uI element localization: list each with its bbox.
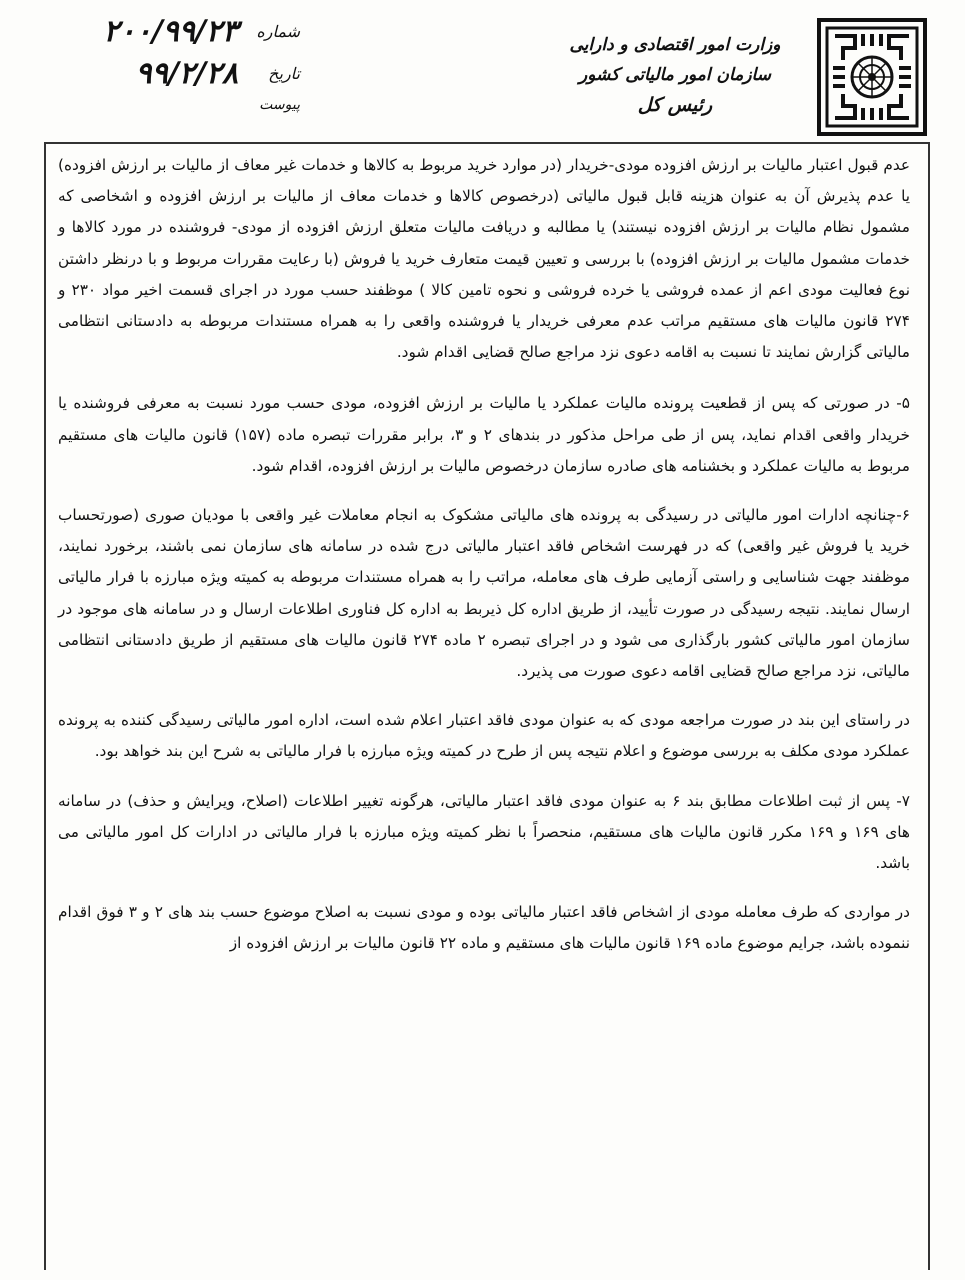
irs-emblem-icon bbox=[817, 18, 927, 136]
letter-body bbox=[58, 150, 910, 978]
number-value: ۲۰۰/۹۹/۲۳ bbox=[103, 13, 238, 49]
date-row bbox=[60, 52, 300, 94]
ministry-name: وزارت امور اقتصادی و دارایی bbox=[569, 35, 781, 55]
paragraph-clause-5: ۵- در صورتی که پس از قطعیت پرونده مالیات عملکرد یا مالیات بر ارزش افزوده، مودی حسب مورد نسبت به معرفی فروشنده یا خریدار واقعی اقدام نماید، پس از طی مراحل مذکور در بندهای ۲ و ۳، برابر مقررات تبصره ماده (۱۵۷) قانون مالیات های مستقیم مربوط به مالیات عملکرد و بخشنامه های صادره سازمان درخصوص مالیات بر ارزش افزوده، اقدام شود. bbox=[58, 394, 910, 475]
paragraph-1: عدم قبول اعتبار مالیات بر ارزش افزوده مودی-خریدار (در موارد خرید مربوط به کالاها و خدمات غیر معاف از مالیات بر ارزش افزوده) یا عدم پذیرش آن به عنوان هزینه قابل قبول مالیاتی (درخصوص کالاها و خدمات معاف از مالیات بر ارزش افزوده و اشخاصی که مشمول نظام مالیات بر ارزش افزوده نیستند) یا مطالبه و دریافت مالیات متعلق ارزش افزوده از مودی- فروشنده در مورد کالاها و خدمات مشمول مالیات بر ارزش افزوده) با بررسی و تعیین قیمت متعارف خرید یا فروش (با رعایت مقررات مربوط و با درنظر داشتن نوع فعالیت مودی اعم از عمده فروشی یا خرده فروشی و نحوه تامین کالا ) موظفند حسب مورد در اجرای قسمت اخیر مواد ۲۳۰ و ۲۷۴ قانون مالیات های مستقیم مراتب عدم معرفی خریدار یا فروشنده واقعی را به همراه مستندات مربوطه به دادستانی انتظامی مالیاتی گزارش نمایند تا نسبت به اقامه دعوی نزد مراجع صالح قضایی اقدام شود. bbox=[58, 156, 911, 362]
ministry-header bbox=[545, 30, 805, 120]
paragraph-clause-6: ۶-چنانچه ادارات امور مالیاتی در رسیدگی به پرونده های مالیاتی مشکوک به انجام معاملات غیر واقعی با مودیان صوری (صورتحساب خرید یا فروش غیر واقعی) که در فهرست اشخاص فاقد اعتبار مالیاتی درج شده در سامانه های سازمان نمی باشند، برخورد نمایند، موظفند جهت شناسایی و راستی آزمایی طرف های معامله، مراتب را به همراه مستندات مربوطه به کمیته ویژه مبارزه با فرار مالیاتی ارسال نمایند. نتیجه رسیدگی در صورت تأیید، از طریق اداره کل ذیربط به اداره کل فناوری اطلاعات ارسال و در سامانه های موجود در سازمان امور مالیاتی کشور بارگذاری می شود و در اجرای تبصره ۲ ماده ۲۷۴ قانون مالیات های مستقیم از طریق دادستانی انتظامی مالیاتی، نزد مراجع صالح قضایی اقامه دعوی صورت می پذیرد. bbox=[58, 506, 910, 681]
paragraph-clause-7: ۷- پس از ثبت اطلاعات مطابق بند ۶ به عنوان مودی فاقد اعتبار مالیاتی، هرگونه تغییر اطلاعات (اصلاح، ویرایش و حذف) در سامانه های ۱۶۹ و ۱۶۹ مکرر قانون مالیات های مستقیم، منحصراً با نظر کمیته ویژه مبارزه با فرار مالیاتی در ادارات کل امور مالیاتی می باشد. bbox=[58, 791, 910, 873]
paragraph-clause-7-note: در مواردی که طرف معامله مودی از اشخاص فاقد اعتبار مالیاتی بوده و مودی نسبت به اصلاح موضوع حسب بند های ۲ و ۳ فوق اقدام ننموده باشد، جرایم موضوع ماده ۱۶۹ قانون مالیات های مستقیم و ماده ۲۲ قانون مالیات بر ارزش افزوده از bbox=[58, 903, 910, 953]
attachment-row bbox=[60, 94, 300, 116]
date-label: تاریخ bbox=[268, 63, 300, 83]
paragraph-clause-6-note: در راستای این بند در صورت مراجعه مودی که به عنوان مودی فاقد اعتبار اعلام شده است، اداره امور مالیاتی رسیدگی کننده به پرونده عملکرد مودی مکلف به بررسی موضوع و اعلام نتیجه پس از طرح در کمیته ویژه مبارزه با فرار مالیاتی به شرح این بند خواهد بود. bbox=[58, 711, 910, 761]
date-value: ۹۹/۲/۲۸ bbox=[135, 55, 238, 91]
attachment-label: پیوست bbox=[259, 97, 300, 113]
organization-name: سازمان امور مالیاتی کشور bbox=[579, 65, 771, 85]
position-title: رئیس کل bbox=[637, 94, 713, 116]
number-label: شماره bbox=[256, 21, 300, 41]
letter-meta bbox=[60, 10, 300, 116]
number-row bbox=[60, 10, 300, 52]
